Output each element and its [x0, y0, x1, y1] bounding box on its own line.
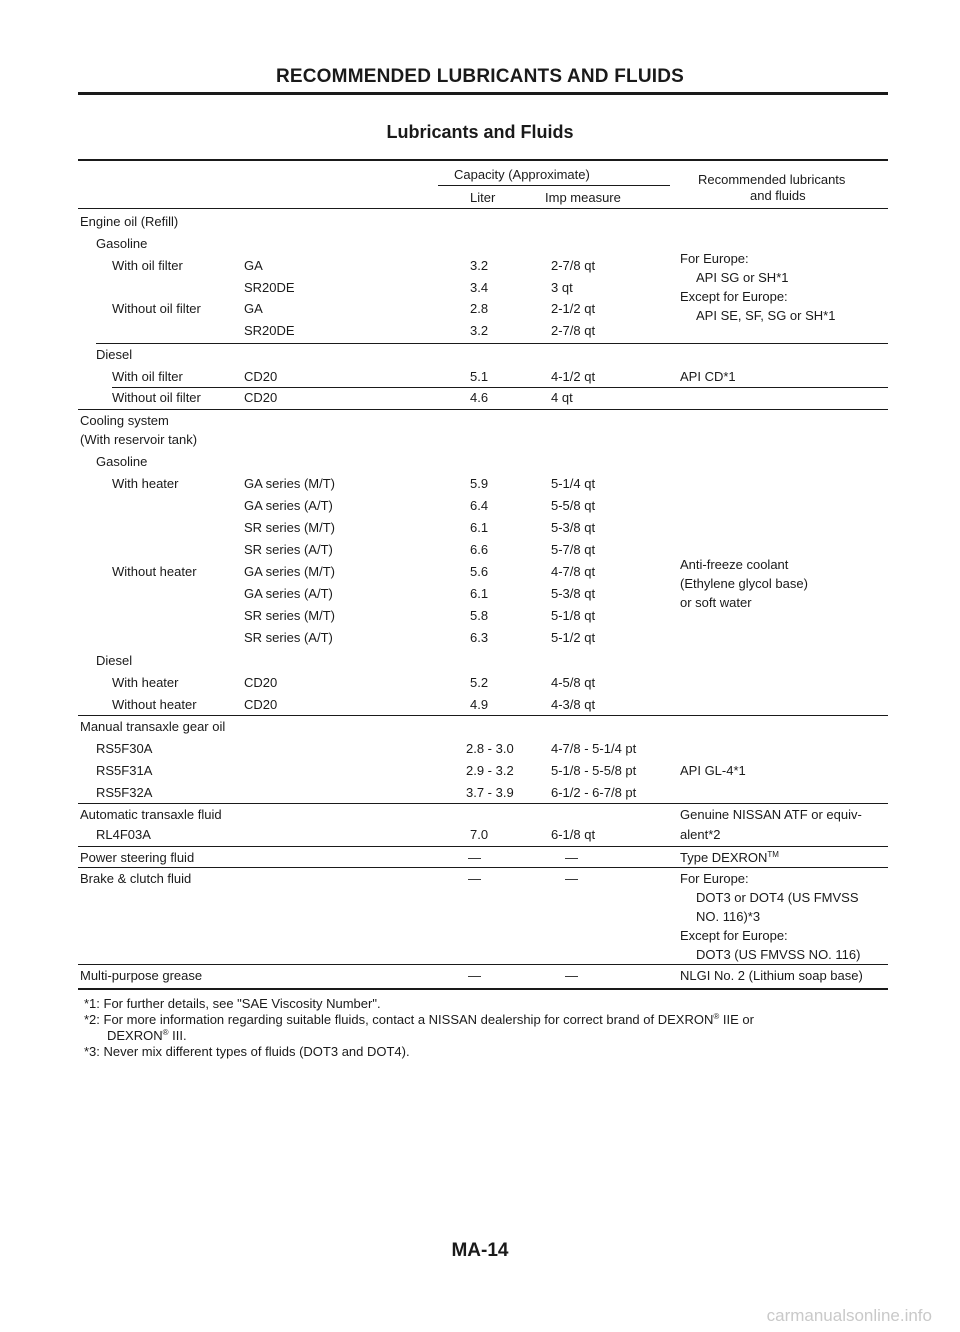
table-cell: 2.8 — [470, 301, 489, 316]
table-cell: 6.6 — [470, 542, 489, 557]
table-cell: 2-7/8 qt — [551, 258, 596, 273]
grease-imp: — — [565, 968, 578, 983]
header-bottom-rule — [78, 208, 888, 209]
cooling-with-heater: With heater — [112, 476, 179, 491]
engine-oil-diesel: Diesel — [96, 347, 133, 362]
page-number: MA-14 — [451, 1240, 509, 1261]
table-cell: RS5F32A — [96, 785, 153, 800]
cooling-without-heater: Without heater — [112, 564, 197, 579]
section-rule — [78, 867, 888, 868]
grease-liter: — — [468, 968, 481, 983]
table-cell: 5-1/8 - 5-5/8 pt — [551, 763, 637, 778]
cooling-subtitle: (With reservoir tank) — [80, 432, 198, 447]
table-cell: 5-3/8 qt — [551, 586, 596, 601]
section-rule — [78, 846, 888, 847]
header-recommended: Recommended lubricants — [698, 172, 846, 187]
header-liter: Liter — [470, 190, 496, 205]
watermark: carmanualsonline.info — [766, 1306, 932, 1325]
section-rule — [78, 803, 888, 804]
cooling-diesel: Diesel — [96, 653, 133, 668]
table-cell: 5-1/2 qt — [551, 630, 596, 645]
table-cell: 6.1 — [470, 586, 489, 601]
cooling-rec: or soft water — [680, 595, 752, 610]
header-imp: Imp measure — [545, 190, 621, 205]
table-cell: Without oil filter — [112, 390, 201, 405]
table-cell: 4.9 — [470, 697, 489, 712]
table-cell: 5.9 — [470, 476, 489, 491]
table-cell: 5.2 — [470, 675, 489, 690]
table-cell: 4-3/8 qt — [551, 697, 596, 712]
engine-oil-title: Engine oil (Refill) — [80, 214, 179, 229]
table-cell: 5-5/8 qt — [551, 498, 596, 513]
table-cell: SR series (A/T) — [244, 630, 333, 645]
automatic-imp: 6-1/8 qt — [551, 827, 596, 842]
trademark-sup: TM — [767, 850, 779, 859]
table-cell: 2.9 - 3.2 — [466, 763, 514, 778]
table-cell: 2-7/8 qt — [551, 323, 596, 338]
table-cell: RS5F30A — [96, 741, 153, 756]
table-cell: 4-1/2 qt — [551, 369, 596, 384]
brake-rec: NO. 116)*3 — [696, 909, 761, 924]
automatic-rec-2: alent*2 — [680, 827, 721, 842]
table-cell: 3 qt — [551, 280, 573, 295]
section-rule — [78, 964, 888, 965]
table-cell: GA series (M/T) — [244, 564, 336, 579]
registered-sup: ® — [162, 1028, 169, 1037]
table-cell: 3.2 — [470, 258, 489, 273]
table-cell: CD20 — [244, 369, 278, 384]
power-steering-rec: Type DEXRON™ — [680, 850, 779, 865]
footnote-3: *3: Never mix different types of fluids (DOT3 and DOT4). — [84, 1044, 410, 1059]
cooling-rec: (Ethylene glycol base) — [680, 576, 808, 591]
table-cell: With heater — [112, 675, 179, 690]
table-cell: 6-1/2 - 6-7/8 pt — [551, 785, 637, 800]
brake-rec: DOT3 (US FMVSS NO. 116) — [696, 947, 861, 962]
table-cell: With oil filter — [112, 369, 183, 384]
manual-rec: API GL-4*1 — [680, 763, 746, 778]
table-cell: SR series (M/T) — [244, 608, 335, 623]
header-capacity-rule — [438, 185, 670, 186]
brake-imp: — — [565, 871, 578, 886]
automatic-rec: Genuine NISSAN ATF or equiv- — [680, 807, 862, 822]
automatic-title: Automatic transaxle fluid — [80, 807, 222, 822]
table-cell: Without heater — [112, 697, 197, 712]
table-cell: 5-1/4 qt — [551, 476, 596, 491]
section-rule — [78, 715, 888, 716]
engine-oil-with-filter: With oil filter — [112, 258, 183, 273]
table-cell: 3.7 - 3.9 — [466, 785, 514, 800]
table-cell: 4-7/8 - 5-1/4 pt — [551, 741, 637, 756]
cooling-title: Cooling system — [80, 413, 169, 428]
brake-title: Brake & clutch fluid — [80, 871, 192, 886]
engine-oil-without-filter: Without oil filter — [112, 301, 201, 316]
row-rule — [112, 387, 888, 388]
brake-liter: — — [468, 871, 481, 886]
table-cell: GA series (A/T) — [244, 498, 333, 513]
engine-oil-gasoline: Gasoline — [96, 236, 148, 251]
engine-oil-gasoline-rec: For Europe: — [680, 251, 749, 266]
table-cell: SR20DE — [244, 280, 295, 295]
table-cell: GA series (A/T) — [244, 586, 333, 601]
engine-oil-gasoline-rec: Except for Europe: — [680, 289, 788, 304]
table-cell: 4-7/8 qt — [551, 564, 596, 579]
table-cell: 4.6 — [470, 390, 489, 405]
title-rule — [78, 92, 888, 95]
table-cell: SR20DE — [244, 323, 295, 338]
table-cell: 2-1/2 qt — [551, 301, 596, 316]
table-cell: GA — [244, 301, 263, 316]
table-cell: 3.4 — [470, 280, 489, 295]
table-cell: GA — [244, 258, 263, 273]
table-cell: 4 qt — [551, 390, 573, 405]
table-cell: 3.2 — [470, 323, 489, 338]
table-cell: 6.1 — [470, 520, 489, 535]
row-rule — [96, 343, 888, 344]
table-top-rule — [78, 159, 888, 161]
manual-title: Manual transaxle gear oil — [80, 719, 226, 734]
grease-rec: NLGI No. 2 (Lithium soap base) — [680, 968, 863, 983]
automatic-model: RL4F03A — [96, 827, 151, 842]
grease-title: Multi-purpose grease — [80, 968, 203, 983]
footnote-2: *2: For more information regarding suitable fluids, contact a NISSAN dealership for correct brand of DEXRON® IIE or — [84, 1012, 754, 1027]
table-cell: 2.8 - 3.0 — [466, 741, 514, 756]
power-steering-liter: — — [468, 850, 481, 865]
table-cell: 5-1/8 qt — [551, 608, 596, 623]
power-steering-imp: — — [565, 850, 578, 865]
table-cell: 4-5/8 qt — [551, 675, 596, 690]
table-cell: 6.4 — [470, 498, 489, 513]
page-title: RECOMMENDED LUBRICANTS AND FLUIDS — [275, 66, 685, 87]
brake-rec: DOT3 or DOT4 (US FMVSS — [696, 890, 859, 905]
brake-rec: For Europe: — [680, 871, 749, 886]
table-cell: CD20 — [244, 697, 278, 712]
automatic-liter: 7.0 — [470, 827, 489, 842]
table-cell: SR series (M/T) — [244, 520, 335, 535]
registered-sup: ® — [713, 1012, 720, 1021]
table-cell: 5-3/8 qt — [551, 520, 596, 535]
footnote-1: *1: For further details, see "SAE Viscosity Number". — [84, 996, 381, 1011]
table-cell: RS5F31A — [96, 763, 153, 778]
table-cell: 5.8 — [470, 608, 489, 623]
table-cell: 5.6 — [470, 564, 489, 579]
brake-rec: Except for Europe: — [680, 928, 788, 943]
header-capacity: Capacity (Approximate) — [454, 167, 590, 182]
table-cell: CD20 — [244, 390, 278, 405]
footnote-2-cont: DEXRON® III. — [107, 1028, 187, 1043]
table-cell: 6.3 — [470, 630, 489, 645]
engine-oil-gasoline-rec: API SE, SF, SG or SH*1 — [696, 308, 836, 323]
table-cell: CD20 — [244, 675, 278, 690]
power-steering-title: Power steering fluid — [80, 850, 195, 865]
section-rule — [78, 409, 888, 410]
header-recommended-2: and fluids — [750, 188, 806, 203]
section-title: Lubricants and Fluids — [386, 122, 574, 142]
engine-oil-gasoline-rec: API SG or SH*1 — [696, 270, 789, 285]
cooling-rec: Anti-freeze coolant — [680, 557, 789, 572]
table-bottom-rule — [78, 988, 888, 990]
table-cell: GA series (M/T) — [244, 476, 336, 491]
table-cell: 5.1 — [470, 369, 489, 384]
table-cell: SR series (A/T) — [244, 542, 333, 557]
cooling-gasoline: Gasoline — [96, 454, 148, 469]
engine-oil-diesel-rec: API CD*1 — [680, 369, 736, 384]
table-cell: 5-7/8 qt — [551, 542, 596, 557]
